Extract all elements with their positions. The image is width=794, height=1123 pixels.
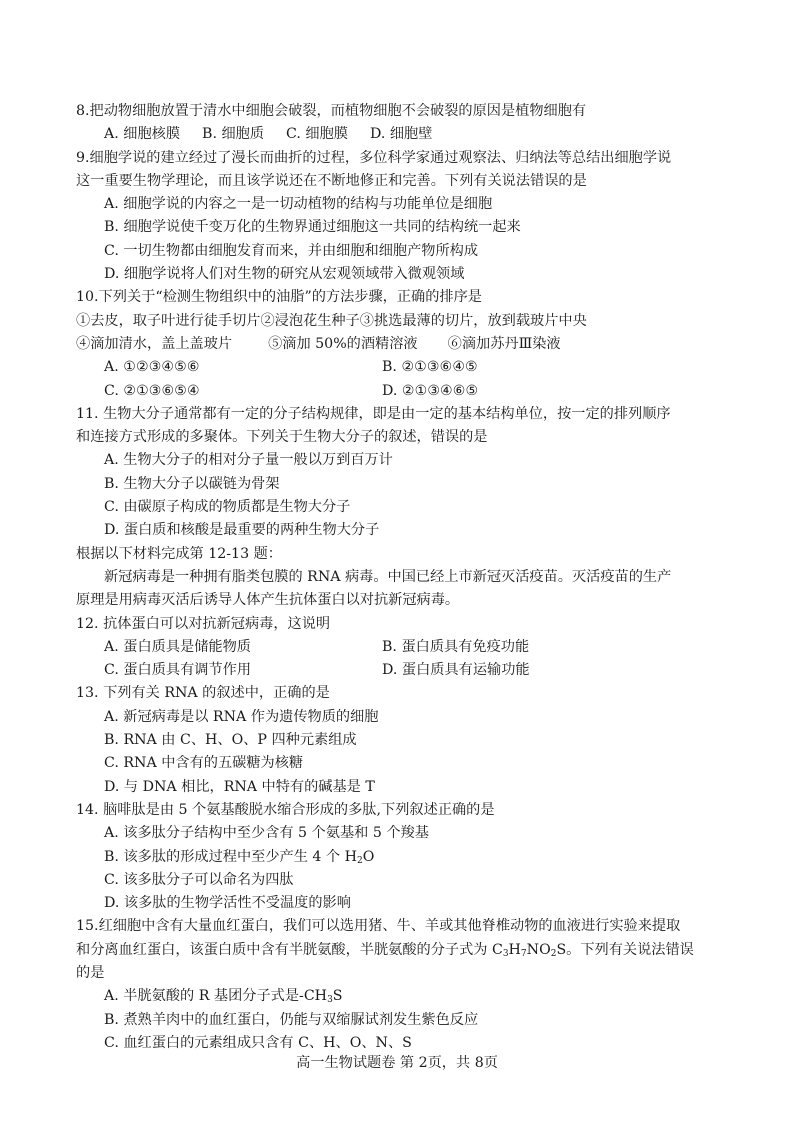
q10-option-d: D. ②①③④⑥⑤: [382, 382, 479, 399]
q15-option-b: B. 煮熟羊肉中的血红蛋白，仍能与双缩脲试剂发生紫色反应: [104, 1011, 479, 1028]
formula-c-sub: 3: [502, 948, 509, 959]
q11-option-a: A. 生物大分子的相对分子量一般以万到百万计: [104, 452, 393, 469]
q15-stem-line2-tail: S。下列有关说法错误: [556, 941, 694, 958]
q11-option-b: B. 生物大分子以碳链为骨架: [104, 475, 280, 492]
q11-stem-line1: 11. 生物大分子通常都有一定的分子结构规律，即是由一定的基本结构单位，按一定的排列顺序: [76, 405, 671, 422]
q15-stem-line2: [76, 939, 736, 962]
formula-h: H: [508, 941, 521, 958]
q8-options: [76, 123, 736, 146]
formula-h-sub: 7: [520, 948, 527, 959]
q15-stem-line3: 的是: [76, 964, 105, 981]
q12-option-b: B. 蛋白质具有免疫功能: [382, 638, 530, 655]
q10-step-6: ⑥滴加苏丹Ⅲ染液: [447, 335, 561, 352]
formula-o-sub: 2: [550, 948, 557, 959]
q13-option-d: D. 与 DNA 相比，RNA 中特有的碱基是 T: [104, 778, 375, 795]
q15-stem-line1: 15.红细胞中含有大量血红蛋白，我们可以选用猪、牛、羊或其他脊椎动物的血液进行实验来提取: [76, 918, 681, 935]
material-text-line1: 新冠病毒是一种拥有脂类包膜的 RNA 病毒。中国已经上市新冠灭活疫苗。灭活疫苗的生产: [104, 568, 672, 585]
q14-option-b: [76, 846, 736, 869]
q8-option-b: B. 细胞质: [202, 126, 265, 143]
q11-option-c: C. 由碳原子构成的物质都是生物大分子: [104, 499, 351, 516]
q10-step-4: ④滴加清水，盖上盖玻片: [76, 335, 233, 352]
q14-option-a: A. 该多肽分子结构中至少含有 5 个氨基和 5 个羧基: [104, 825, 429, 842]
material-intro: 根据以下材料完成第 12-13 题：: [76, 545, 282, 562]
q12-options-row2: [76, 659, 736, 682]
exam-page: [76, 100, 736, 1055]
q14-option-b-subscript: 2: [357, 855, 363, 866]
q15-option-c: C. 血红蛋白的元素组成只含有 C、H、O、N、S: [104, 1034, 412, 1051]
q10-option-a: A. ①②③④⑤⑥: [104, 359, 200, 376]
q8-option-a: A. 细胞核膜: [104, 126, 181, 143]
q14-option-b-text: B. 该多肽的形成过程中至少产生 4 个 H: [104, 848, 357, 865]
q9-option-a: A. 细胞学说的内容之一是一切动植物的结构与功能单位是细胞: [104, 196, 493, 213]
formula-no: NO: [526, 941, 551, 958]
q15-stem-line2-text: 和分离血红蛋白，该蛋白质中含有半胱氨酸，半胱氨酸的分子式为 C: [76, 941, 503, 958]
q15-option-a-text: A. 半胱氨酸的 R 基团分子式是-CH: [104, 988, 328, 1005]
q9-stem-line2: 这一重要生物学理论，而且该学说还在不断地修正和完善。下列有关说法错误的是: [76, 172, 587, 189]
q9-option-d: D. 细胞学说将人们对生物的研究从宏观领域带入微观领域: [104, 266, 465, 283]
q10-option-c: C. ②①③⑥⑤④: [104, 382, 200, 399]
q11-stem-line2: 和连接方式形成的多聚体。下列关于生物大分子的叙述，错误的是: [76, 429, 488, 446]
q15-option-a-subscript: 3: [327, 995, 333, 1006]
q10-steps-line1: ①去皮，取子叶进行徒手切片②浸泡花生种子③挑选最薄的切片，放到载玻片中央: [76, 312, 587, 329]
q13-option-c: C. RNA 中含有的五碳糖为核糖: [104, 755, 304, 772]
q9-option-b: B. 细胞学说使千变万化的生物界通过细胞这一共同的结构统一起来: [104, 219, 521, 236]
q14-option-c: C. 该多肽分子可以命名为四肽: [104, 871, 294, 888]
q10-options-row1: [76, 356, 736, 379]
q13-stem: 13. 下列有关 RNA 的叙述中，正确的是: [76, 685, 330, 702]
q12-stem: 12. 抗体蛋白可以对抗新冠病毒，这说明: [76, 615, 331, 632]
q12-option-c: C. 蛋白质具有调节作用: [104, 662, 252, 679]
page-footer: 高一生物试题卷 第 2页，共 8页: [296, 1055, 498, 1071]
q15-option-a-tail: S: [332, 988, 343, 1005]
q10-options-row2: [76, 380, 736, 403]
q10-steps-line2: [76, 333, 736, 356]
q10-step-5: ⑤滴加 50%的酒精溶液: [268, 335, 418, 352]
q12-option-d: D. 蛋白质具有运输功能: [382, 662, 530, 679]
q9-option-c: C. 一切生物都由细胞发育而来，并由细胞和细胞产物所构成: [104, 242, 479, 259]
q14-option-b-tail: O: [362, 848, 375, 865]
q10-stem: 10.下列关于“检测生物组织中的油脂”的方法步骤，正确的排序是: [76, 289, 482, 306]
q14-stem: 14. 脑啡肽是由 5 个氨基酸脱水缩合形成的多肽,下列叙述正确的是: [76, 801, 495, 818]
q15-option-a: [76, 985, 736, 1008]
q14-option-d: D. 该多肽的生物学活性不受温度的影响: [104, 895, 351, 912]
q9-stem-line1: 9.细胞学说的建立经过了漫长而曲折的过程，多位科学家通过观察法、归纳法等总结出细胞学说: [76, 149, 672, 166]
q8-stem: 8.把动物细胞放置于清水中细胞会破裂，而植物细胞不会破裂的原因是植物细胞有: [76, 103, 587, 119]
q13-option-b: B. RNA 由 C、H、O、P 四种元素组成: [104, 732, 357, 749]
q11-option-d: D. 蛋白质和核酸是最重要的两种生物大分子: [104, 522, 380, 539]
q13-option-a: A. 新冠病毒是以 RNA 作为遗传物质的细胞: [104, 708, 379, 725]
q8-option-c: C. 细胞膜: [286, 126, 348, 143]
material-text-line2: 原理是用病毒灭活后诱导人体产生抗体蛋白以对抗新冠病毒。: [76, 592, 460, 609]
q8-option-d: D. 细胞壁: [369, 126, 433, 143]
q12-options-row1: [76, 636, 736, 659]
q10-option-b: B. ②①③⑥④⑤: [382, 359, 478, 376]
q12-option-a: A. 蛋白质具是储能物质: [104, 638, 251, 655]
